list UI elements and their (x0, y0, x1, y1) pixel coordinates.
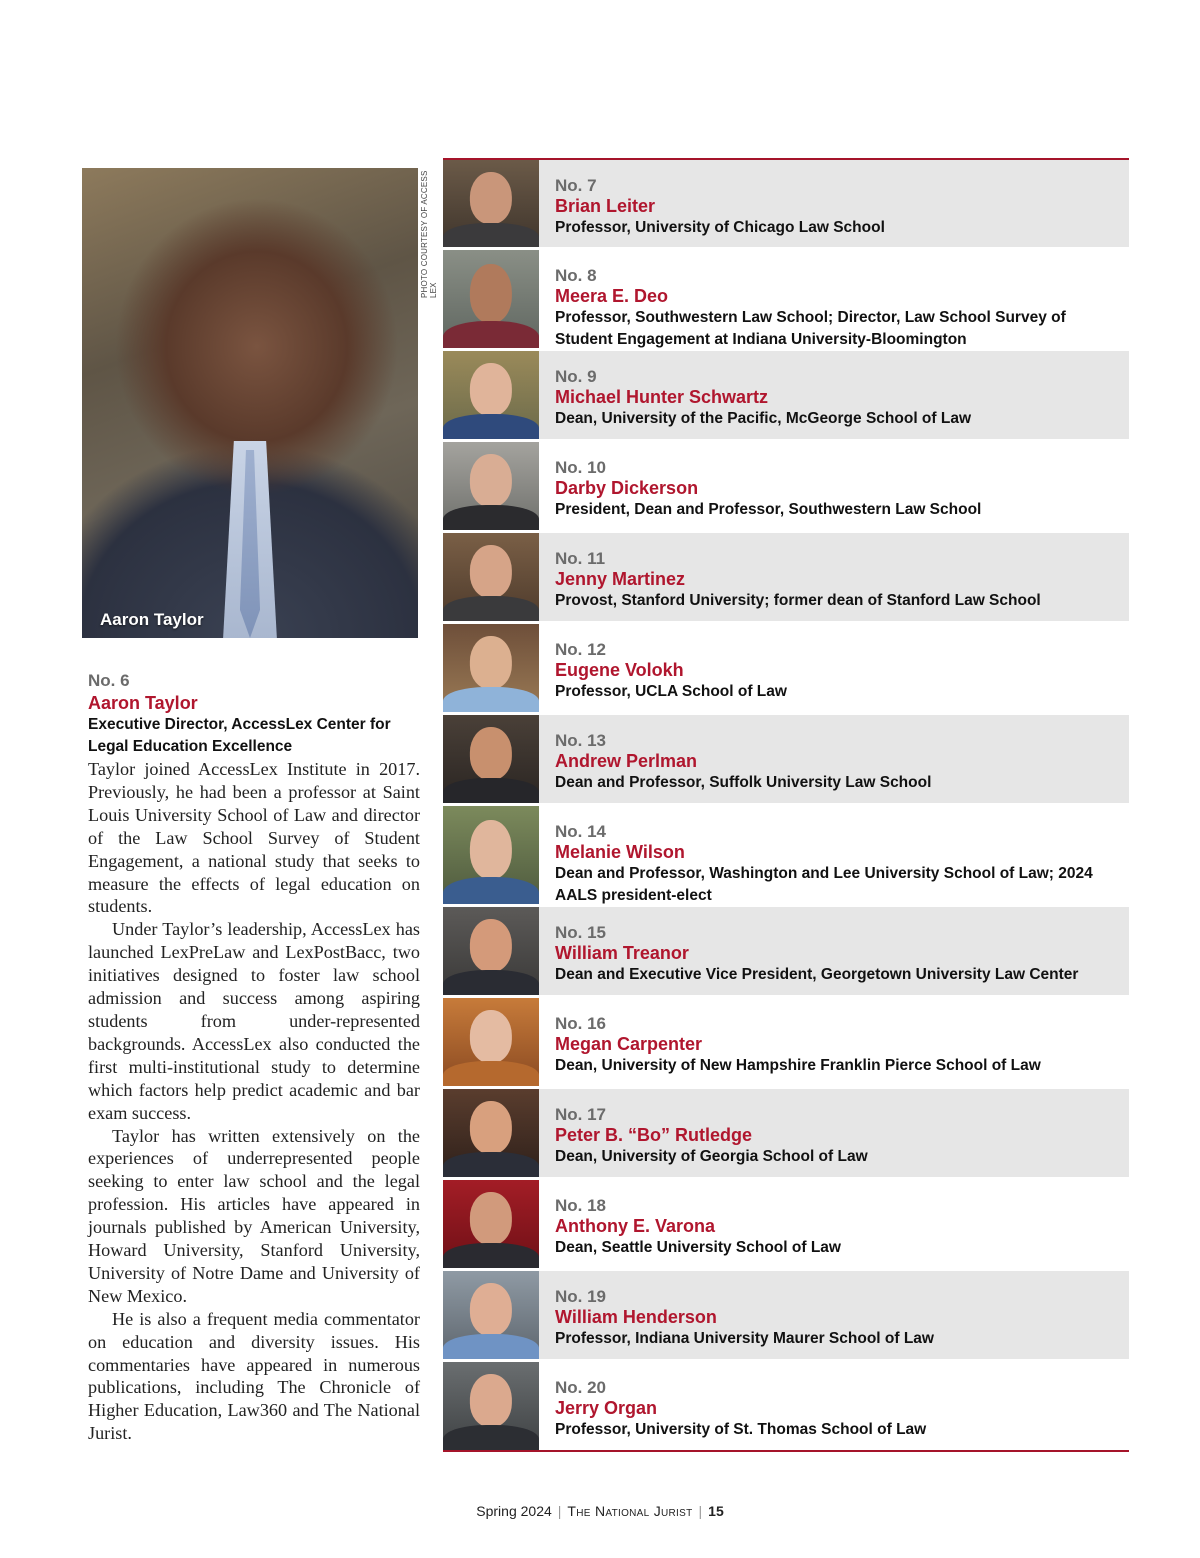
portrait-photo (443, 1089, 539, 1177)
list-item (443, 442, 1129, 533)
portrait-photo (443, 715, 539, 803)
feature-profile (88, 670, 420, 1445)
photo-caption: Aaron Taylor (100, 610, 204, 629)
portrait-photo (443, 1362, 539, 1450)
portrait-photo (443, 1180, 539, 1268)
portrait-photo (443, 998, 539, 1086)
item-name: Anthony E. Varona (555, 1216, 716, 1236)
item-rank: No. 15 (555, 923, 607, 942)
portrait-photo (443, 1271, 539, 1359)
item-rank: No. 19 (555, 1287, 607, 1306)
item-rank: No. 17 (555, 1105, 607, 1124)
item-name: Melanie Wilson (555, 842, 685, 862)
list-item (443, 1089, 1129, 1180)
item-rank: No. 7 (555, 176, 597, 195)
item-rank: No. 20 (555, 1378, 607, 1397)
item-name: Peter B. “Bo” Rutledge (555, 1125, 753, 1145)
portrait-photo (443, 533, 539, 621)
item-role: Professor, Indiana University Maurer School of Law (555, 1330, 934, 1347)
feature-rank: No. 6 (88, 671, 130, 690)
item-name: Darby Dickerson (555, 478, 699, 498)
item-name: Andrew Perlman (555, 751, 698, 771)
list-item (443, 1362, 1129, 1450)
feature-role: Executive Director, AccessLex Center for Legal Education Excellence (88, 716, 391, 755)
bio-paragraph: He is also a frequent media commentator on education and diversity issues. His commentaries have appeared in numerous publications, including The Chronicle of Higher Education, Law360 and The National Jurist. (88, 1308, 420, 1444)
item-name: Meera E. Deo (555, 286, 669, 306)
portrait-photo (443, 442, 539, 530)
list-item (443, 624, 1129, 715)
item-rank: No. 9 (555, 367, 597, 386)
list-item (443, 351, 1129, 442)
item-role: Dean and Executive Vice President, Georgetown University Law Center (555, 966, 1079, 983)
item-name: William Treanor (555, 943, 689, 963)
list-item (443, 250, 1129, 351)
item-role: Professor, UCLA School of Law (555, 683, 787, 700)
item-role: Dean, Seattle University School of Law (555, 1239, 841, 1256)
item-name: Jerry Organ (555, 1398, 658, 1418)
bio-paragraph: Under Taylor’s leadership, AccessLex has launched LexPreLaw and LexPostBacc, two initiatives designed to foster law school admission and success among aspiring students from under-represented backgrounds. AccessLex also conducted the first multi-institutional study to determine which factors help predict academic and bar exam success. (88, 919, 420, 1123)
item-role: Dean, University of Georgia School of Law (555, 1148, 868, 1165)
footer-issue: Spring 2024 (476, 1503, 552, 1519)
portrait-photo (443, 907, 539, 995)
item-role: President, Dean and Professor, Southwestern Law School (555, 501, 982, 518)
item-name: William Henderson (555, 1307, 717, 1327)
list-item (443, 998, 1129, 1089)
item-rank: No. 13 (555, 731, 607, 750)
feature-photo (82, 168, 418, 638)
item-rank: No. 12 (555, 640, 607, 659)
portrait-photo (443, 351, 539, 439)
item-rank: No. 8 (555, 266, 597, 285)
item-role: Dean, University of New Hampshire Franklin Pierce School of Law (555, 1057, 1041, 1074)
item-role: Provost, Stanford University; former dean of Stanford Law School (555, 592, 1041, 609)
item-name: Eugene Volokh (555, 660, 684, 680)
footer-separator: | (557, 1503, 562, 1519)
page-footer (0, 1503, 1200, 1519)
item-role: Professor, University of St. Thomas School of Law (555, 1421, 927, 1438)
item-rank: No. 16 (555, 1014, 607, 1033)
feature-name: Aaron Taylor (88, 693, 198, 713)
list-item (443, 1180, 1129, 1271)
footer-separator: | (698, 1503, 703, 1519)
portrait-photo (443, 250, 539, 348)
page-number: 15 (708, 1503, 724, 1519)
item-rank: No. 14 (555, 822, 607, 841)
list-item (443, 533, 1129, 624)
bio-paragraph: Taylor has written extensively on the experiences of underrepresented people seeking to enter law school and the legal profession. His articles have appeared in journals published by American University, Howard University, Stanford University, University of Notre Dame and University of New Mexico. (88, 1125, 420, 1306)
item-rank: No. 11 (555, 549, 606, 568)
bio-paragraph: Taylor joined AccessLex Institute in 2017. Previously, he had been a professor at Saint Louis University School of Law and director of the Law School Survey of Student Engagement, a national study that seeks to measure the effects of legal education on students. (88, 759, 420, 917)
list-item (443, 806, 1129, 907)
item-role: Professor, University of Chicago Law School (555, 219, 885, 236)
list-item (443, 160, 1129, 250)
item-name: Jenny Martinez (555, 569, 686, 589)
list-item (443, 715, 1129, 806)
item-role: Professor, Southwestern Law School; Director, Law School Survey of Student Engagement at Indiana University-Bloomington (555, 309, 1066, 348)
list-item (443, 907, 1129, 998)
item-role: Dean, University of the Pacific, McGeorge School of Law (555, 410, 972, 427)
portrait-photo (443, 806, 539, 904)
footer-magazine: The National Jurist (567, 1503, 693, 1519)
item-rank: No. 10 (555, 458, 607, 477)
item-role: Dean and Professor, Washington and Lee University School of Law; 2024 AALS president-elect (555, 865, 1093, 904)
portrait-photo (443, 160, 539, 247)
item-name: Megan Carpenter (555, 1034, 703, 1054)
list-item (443, 1271, 1129, 1362)
item-name: Brian Leiter (555, 196, 656, 216)
ranking-list (443, 158, 1129, 1452)
photo-credit: PHOTO COURTESY OF ACCESS LEX (420, 170, 438, 298)
item-role: Dean and Professor, Suffolk University Law School (555, 774, 932, 791)
portrait-photo (443, 624, 539, 712)
item-name: Michael Hunter Schwartz (555, 387, 769, 407)
item-rank: No. 18 (555, 1196, 607, 1215)
